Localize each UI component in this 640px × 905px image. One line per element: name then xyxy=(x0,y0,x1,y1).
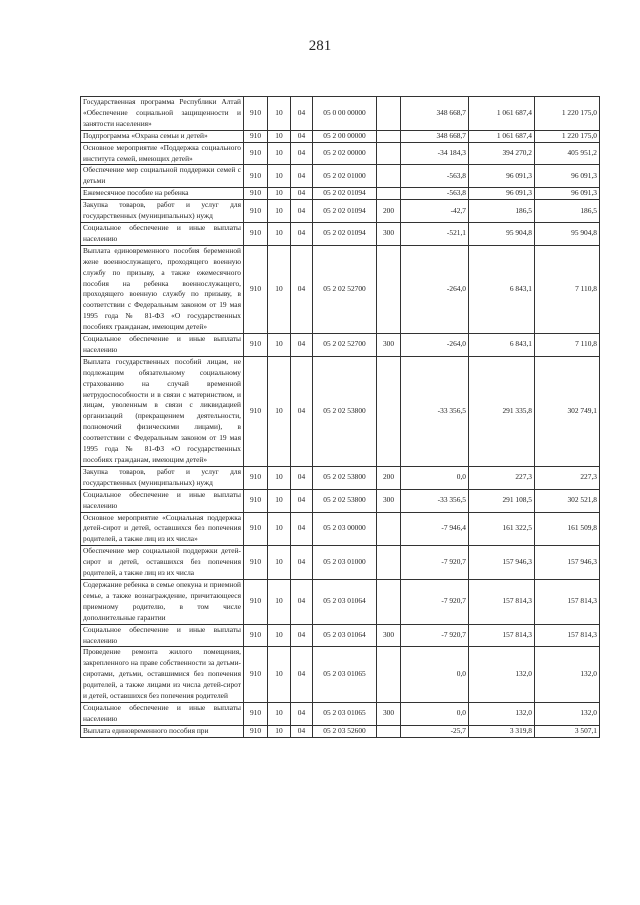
vr-code-cell: 300 xyxy=(377,334,401,357)
sum-year3-cell: 405 951,2 xyxy=(535,142,600,165)
rz-code-cell: 10 xyxy=(268,334,291,357)
csr-code-cell: 05 2 03 01064 xyxy=(313,624,377,647)
rz-code-cell: 10 xyxy=(268,489,291,512)
sum-year2-cell: 157 814,3 xyxy=(469,624,535,647)
page-number: 281 xyxy=(308,38,332,54)
sum-year2-cell: 227,3 xyxy=(469,466,535,489)
csr-code-cell: 05 2 02 01094 xyxy=(313,188,377,200)
vr-code-cell: 300 xyxy=(377,702,401,725)
gr-code-cell: 910 xyxy=(244,97,268,131)
sum-year3-cell: 227,3 xyxy=(535,466,600,489)
row-name-cell: Социальное обеспечение и иные выплаты населению xyxy=(81,222,244,245)
row-name-cell: Выплата единовременного пособия беременной жене военнослужащего, проходящего военную службу по призыву, а также ежемесячного пособия на ребенка военнослужащего, проходящего военную службу по призыву, в соответствии с Федеральным законом от 19 мая 1995 года № 81-ФЗ «О государственных пособиях гражданам, имеющим детей» xyxy=(81,245,244,333)
sum-year3-cell: 132,0 xyxy=(535,647,600,703)
table-row xyxy=(81,188,600,200)
vr-code-cell xyxy=(377,647,401,703)
sum-year2-cell: 95 904,8 xyxy=(469,222,535,245)
rz-code-cell: 10 xyxy=(268,200,291,223)
table-row xyxy=(81,466,600,489)
pr-code-cell: 04 xyxy=(291,245,313,333)
sum-year2-cell: 6 843,1 xyxy=(469,245,535,333)
row-name-cell: Выплата государственных пособий лицам, не подлежащим обязательному социальному страхованию на случай временной нетрудоспособности и в связи с материнством, и лицам, уволенным в связи с ликвидацией организаций (прекращением деятельности, полномочий физическими лицами), в соответствии с Федеральным законом от 19 мая 1995 года № 81-ФЗ «О государственных пособиях гражданам, имеющим детей» xyxy=(81,356,244,466)
table-row xyxy=(81,725,600,737)
sum-year3-cell: 1 220 175,0 xyxy=(535,97,600,131)
rz-code-cell: 10 xyxy=(268,188,291,200)
rz-code-cell: 10 xyxy=(268,356,291,466)
sum-year3-cell: 96 091,3 xyxy=(535,188,600,200)
sum-year3-cell: 186,5 xyxy=(535,200,600,223)
pr-code-cell: 04 xyxy=(291,334,313,357)
pr-code-cell: 04 xyxy=(291,725,313,737)
sum-year3-cell: 96 091,3 xyxy=(535,165,600,188)
table-row xyxy=(81,165,600,188)
row-name-cell: Ежемесячное пособие на ребенка xyxy=(81,188,244,200)
gr-code-cell: 910 xyxy=(244,245,268,333)
row-name-cell: Социальное обеспечение и иные выплаты населению xyxy=(81,624,244,647)
csr-code-cell: 05 2 03 01000 xyxy=(313,546,377,580)
csr-code-cell: 05 2 02 01000 xyxy=(313,165,377,188)
sum-year3-cell: 157 814,3 xyxy=(535,624,600,647)
table-row xyxy=(81,97,600,131)
sum-year3-cell: 302 521,8 xyxy=(535,489,600,512)
table-row xyxy=(81,489,600,512)
pr-code-cell: 04 xyxy=(291,165,313,188)
gr-code-cell: 910 xyxy=(244,647,268,703)
vr-code-cell xyxy=(377,130,401,142)
sum-year3-cell: 1 220 175,0 xyxy=(535,130,600,142)
sum-year2-cell: 157 814,3 xyxy=(469,579,535,624)
sum-change-cell: -563,8 xyxy=(401,165,469,188)
gr-code-cell: 910 xyxy=(244,188,268,200)
sum-change-cell: -264,0 xyxy=(401,245,469,333)
gr-code-cell: 910 xyxy=(244,624,268,647)
table-row xyxy=(81,334,600,357)
sum-year3-cell: 132,0 xyxy=(535,702,600,725)
rz-code-cell: 10 xyxy=(268,647,291,703)
sum-year3-cell: 161 509,8 xyxy=(535,512,600,546)
row-name-cell: Выплата единовременного пособия при xyxy=(81,725,244,737)
pr-code-cell: 04 xyxy=(291,200,313,223)
csr-code-cell: 05 2 03 00000 xyxy=(313,512,377,546)
table-row xyxy=(81,624,600,647)
sum-change-cell: 348 668,7 xyxy=(401,97,469,131)
rz-code-cell: 10 xyxy=(268,165,291,188)
csr-code-cell: 05 2 02 00000 xyxy=(313,142,377,165)
csr-code-cell: 05 2 02 01094 xyxy=(313,222,377,245)
table-body xyxy=(81,97,600,738)
sum-change-cell: 0,0 xyxy=(401,466,469,489)
sum-year2-cell: 96 091,3 xyxy=(469,188,535,200)
row-name-cell: Содержание ребенка в семье опекуна и приемной семье, а также вознаграждение, причитающееся приемному родителю, в том числе дополнительные гарантии xyxy=(81,579,244,624)
table-row xyxy=(81,142,600,165)
gr-code-cell: 910 xyxy=(244,466,268,489)
sum-change-cell: -7 920,7 xyxy=(401,624,469,647)
table-row xyxy=(81,130,600,142)
csr-code-cell: 05 2 02 01094 xyxy=(313,200,377,223)
pr-code-cell: 04 xyxy=(291,579,313,624)
sum-year2-cell: 161 322,5 xyxy=(469,512,535,546)
pr-code-cell: 04 xyxy=(291,188,313,200)
row-name-cell: Социальное обеспечение и иные выплаты населению xyxy=(81,334,244,357)
sum-year3-cell: 302 749,1 xyxy=(535,356,600,466)
row-name-cell: Обеспечение мер социальной поддержки детей-сирот и детей, оставшихся без попечения родителей, а также лиц из их числа xyxy=(81,546,244,580)
vr-code-cell xyxy=(377,188,401,200)
row-name-cell: Подпрограмма «Охрана семьи и детей» xyxy=(81,130,244,142)
sum-year2-cell: 291 335,8 xyxy=(469,356,535,466)
sum-year3-cell: 95 904,8 xyxy=(535,222,600,245)
vr-code-cell: 200 xyxy=(377,466,401,489)
csr-code-cell: 05 0 00 00000 xyxy=(313,97,377,131)
table-row xyxy=(81,200,600,223)
rz-code-cell: 10 xyxy=(268,512,291,546)
table-row xyxy=(81,702,600,725)
sum-change-cell: -7 920,7 xyxy=(401,579,469,624)
rz-code-cell: 10 xyxy=(268,245,291,333)
vr-code-cell: 300 xyxy=(377,489,401,512)
gr-code-cell: 910 xyxy=(244,356,268,466)
sum-year3-cell: 157 814,3 xyxy=(535,579,600,624)
vr-code-cell xyxy=(377,356,401,466)
pr-code-cell: 04 xyxy=(291,546,313,580)
csr-code-cell: 05 2 00 00000 xyxy=(313,130,377,142)
gr-code-cell: 910 xyxy=(244,489,268,512)
row-name-cell: Социальное обеспечение и иные выплаты населению xyxy=(81,489,244,512)
rz-code-cell: 10 xyxy=(268,130,291,142)
row-name-cell: Закупка товаров, работ и услуг для государственных (муниципальных) нужд xyxy=(81,466,244,489)
pr-code-cell: 04 xyxy=(291,647,313,703)
vr-code-cell xyxy=(377,546,401,580)
vr-code-cell: 300 xyxy=(377,222,401,245)
vr-code-cell: 300 xyxy=(377,624,401,647)
csr-code-cell: 05 2 02 53800 xyxy=(313,356,377,466)
vr-code-cell xyxy=(377,512,401,546)
sum-year3-cell: 157 946,3 xyxy=(535,546,600,580)
vr-code-cell xyxy=(377,97,401,131)
table-row xyxy=(81,647,600,703)
sum-change-cell: 0,0 xyxy=(401,702,469,725)
pr-code-cell: 04 xyxy=(291,142,313,165)
sum-year2-cell: 96 091,3 xyxy=(469,165,535,188)
csr-code-cell: 05 2 02 53800 xyxy=(313,466,377,489)
gr-code-cell: 910 xyxy=(244,546,268,580)
sum-year2-cell: 1 061 687,4 xyxy=(469,97,535,131)
csr-code-cell: 05 2 03 01065 xyxy=(313,702,377,725)
sum-change-cell: -25,7 xyxy=(401,725,469,737)
pr-code-cell: 04 xyxy=(291,702,313,725)
gr-code-cell: 910 xyxy=(244,334,268,357)
row-name-cell: Проведение ремонта жилого помещения, закрепленного на праве собственности за детьми-сиротами, детьми, оставшимися без попечения родителей, а также лицами из числа детей-сирот и детей, оставшихся без попечения родителей xyxy=(81,647,244,703)
sum-year2-cell: 157 946,3 xyxy=(469,546,535,580)
gr-code-cell: 910 xyxy=(244,142,268,165)
sum-change-cell: 348 668,7 xyxy=(401,130,469,142)
sum-year3-cell: 7 110,8 xyxy=(535,245,600,333)
row-name-cell: Основное мероприятие «Социальная поддержка детей-сирот и детей, оставшихся без попечения родителей, а также лиц из их числа» xyxy=(81,512,244,546)
rz-code-cell: 10 xyxy=(268,466,291,489)
sum-change-cell: -563,8 xyxy=(401,188,469,200)
sum-change-cell: -33 356,5 xyxy=(401,356,469,466)
sum-year2-cell: 394 270,2 xyxy=(469,142,535,165)
gr-code-cell: 910 xyxy=(244,165,268,188)
csr-code-cell: 05 2 02 52700 xyxy=(313,245,377,333)
rz-code-cell: 10 xyxy=(268,725,291,737)
row-name-cell: Социальное обеспечение и иные выплаты населению xyxy=(81,702,244,725)
sum-change-cell: -521,1 xyxy=(401,222,469,245)
table-row xyxy=(81,512,600,546)
gr-code-cell: 910 xyxy=(244,512,268,546)
table-row xyxy=(81,579,600,624)
vr-code-cell xyxy=(377,165,401,188)
csr-code-cell: 05 2 03 01065 xyxy=(313,647,377,703)
sum-change-cell: -34 184,3 xyxy=(401,142,469,165)
rz-code-cell: 10 xyxy=(268,702,291,725)
sum-year3-cell: 7 110,8 xyxy=(535,334,600,357)
rz-code-cell: 10 xyxy=(268,546,291,580)
pr-code-cell: 04 xyxy=(291,222,313,245)
sum-year2-cell: 6 843,1 xyxy=(469,334,535,357)
sum-change-cell: 0,0 xyxy=(401,647,469,703)
pr-code-cell: 04 xyxy=(291,466,313,489)
sum-change-cell: -33 356,5 xyxy=(401,489,469,512)
gr-code-cell: 910 xyxy=(244,702,268,725)
sum-year2-cell: 1 061 687,4 xyxy=(469,130,535,142)
sum-change-cell: -42,7 xyxy=(401,200,469,223)
vr-code-cell xyxy=(377,245,401,333)
rz-code-cell: 10 xyxy=(268,222,291,245)
pr-code-cell: 04 xyxy=(291,356,313,466)
pr-code-cell: 04 xyxy=(291,130,313,142)
row-name-cell: Государственная программа Республики Алтай «Обеспечение социальной защищенности и занятости населения» xyxy=(81,97,244,131)
sum-year2-cell: 291 108,5 xyxy=(469,489,535,512)
gr-code-cell: 910 xyxy=(244,222,268,245)
sum-year3-cell: 3 507,1 xyxy=(535,725,600,737)
vr-code-cell xyxy=(377,725,401,737)
rz-code-cell: 10 xyxy=(268,142,291,165)
sum-change-cell: -264,0 xyxy=(401,334,469,357)
rz-code-cell: 10 xyxy=(268,624,291,647)
gr-code-cell: 910 xyxy=(244,725,268,737)
csr-code-cell: 05 2 02 52700 xyxy=(313,334,377,357)
sum-year2-cell: 132,0 xyxy=(469,702,535,725)
table-row xyxy=(81,245,600,333)
gr-code-cell: 910 xyxy=(244,200,268,223)
csr-code-cell: 05 2 02 53800 xyxy=(313,489,377,512)
gr-code-cell: 910 xyxy=(244,130,268,142)
pr-code-cell: 04 xyxy=(291,489,313,512)
sum-change-cell: -7 920,7 xyxy=(401,546,469,580)
sum-year2-cell: 132,0 xyxy=(469,647,535,703)
table-row xyxy=(81,222,600,245)
csr-code-cell: 05 2 03 01064 xyxy=(313,579,377,624)
row-name-cell: Основное мероприятие «Поддержка социального института семей, имеющих детей» xyxy=(81,142,244,165)
table-row xyxy=(81,546,600,580)
vr-code-cell xyxy=(377,579,401,624)
vr-code-cell: 200 xyxy=(377,200,401,223)
row-name-cell: Обеспечение мер социальной поддержки семей с детьми xyxy=(81,165,244,188)
sum-year2-cell: 3 319,8 xyxy=(469,725,535,737)
gr-code-cell: 910 xyxy=(244,579,268,624)
pr-code-cell: 04 xyxy=(291,97,313,131)
pr-code-cell: 04 xyxy=(291,512,313,546)
rz-code-cell: 10 xyxy=(268,97,291,131)
sum-change-cell: -7 946,4 xyxy=(401,512,469,546)
vr-code-cell xyxy=(377,142,401,165)
rz-code-cell: 10 xyxy=(268,579,291,624)
row-name-cell: Закупка товаров, работ и услуг для государственных (муниципальных) нужд xyxy=(81,200,244,223)
table-row xyxy=(81,356,600,466)
pr-code-cell: 04 xyxy=(291,624,313,647)
csr-code-cell: 05 2 03 52600 xyxy=(313,725,377,737)
budget-table xyxy=(80,96,600,738)
sum-year2-cell: 186,5 xyxy=(469,200,535,223)
